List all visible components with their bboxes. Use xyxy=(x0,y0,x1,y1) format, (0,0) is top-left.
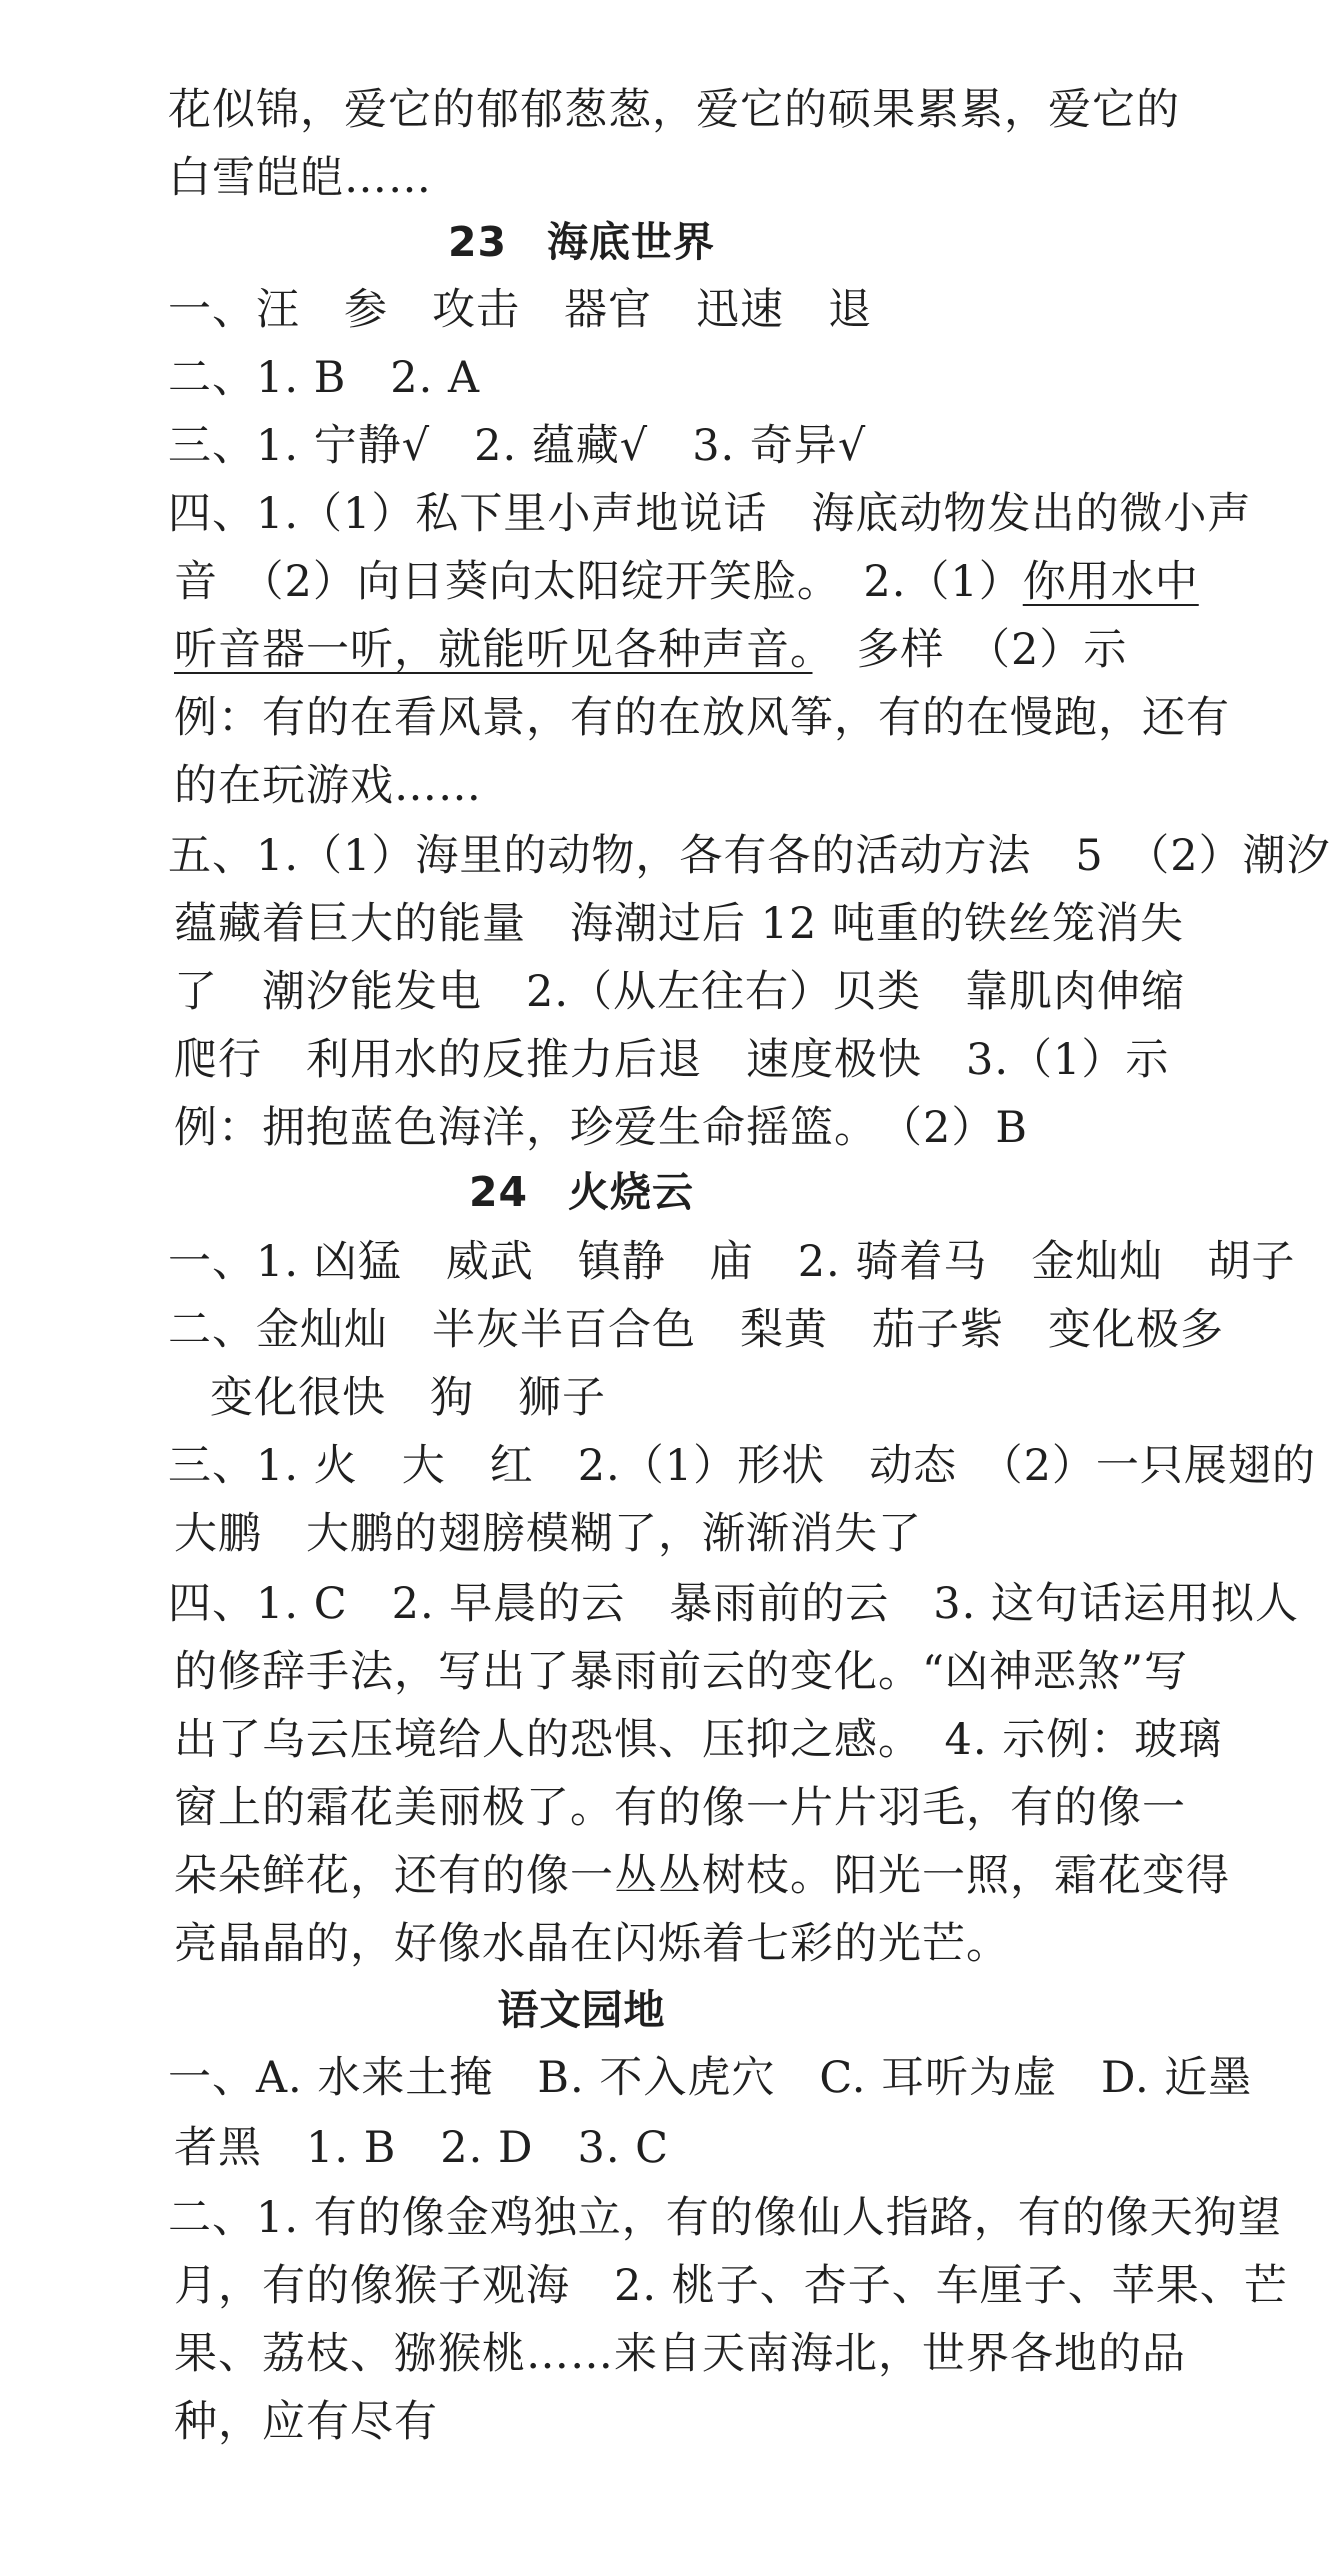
answer-line: 窗上的霜花美丽极了。有的像一片片羽毛，有的像一 xyxy=(174,1783,1186,1833)
answer-line: 一、汪 参 攻击 器官 迅速 退 xyxy=(168,285,872,335)
text-line: 白雪皑皑…… xyxy=(168,153,432,203)
answer-line xyxy=(174,620,1127,680)
underlined-answer: 你用水中 xyxy=(1022,557,1199,607)
section-title-text: 火烧云 xyxy=(568,1168,695,1216)
answer-line: 例：拥抱蓝色海洋，珍爱生命摇篮。 （2）B xyxy=(174,1103,1028,1153)
answer-line: 三、1. 火 大 红 2.（1）形状 动态 （2）一只展翅的 xyxy=(168,1441,1316,1491)
underlined-answer: 听音器一听，就能听见各种声音。 xyxy=(174,625,813,675)
answer-line: 朵朵鲜花，还有的像一丛丛树枝。阳光一照，霜花变得 xyxy=(174,1851,1230,1901)
answer-line: 例：有的在看风景，有的在放风筝，有的在慢跑，还有 xyxy=(174,693,1230,743)
line-text: 音 （2）向日葵向太阳绽开笑脸。 2.（1） xyxy=(174,557,1023,607)
answer-line: 了 潮汐能发电 2.（从左往右）贝类 靠肌肉伸缩 xyxy=(174,967,1186,1017)
section-number: 24 xyxy=(468,1168,529,1216)
answer-line: 亮晶晶的，好像水晶在闪烁着七彩的光芒。 xyxy=(174,1919,1010,1969)
answer-line: 的修辞手法，写出了暴雨前云的变化。“凶神恶煞”写 xyxy=(174,1647,1188,1697)
section-title-text: 海底世界 xyxy=(547,218,716,266)
answer-line: 二、1. B 2. A xyxy=(168,353,481,403)
answer-line: 四、1.（1）私下里小声地说话 海底动物发出的微小声 xyxy=(168,489,1252,539)
answer-line: 二、1. 有的像金鸡独立，有的像仙人指路，有的像天狗望 xyxy=(168,2193,1282,2243)
text-line: 花似锦，爱它的郁郁葱葱，爱它的硕果累累，爱它的 xyxy=(168,85,1180,135)
answer-line: 爬行 利用水的反推力后退 速度极快 3.（1）示 xyxy=(174,1035,1170,1085)
section-title-24 xyxy=(0,1162,1163,1222)
answer-line: 的在玩游戏…… xyxy=(174,761,482,811)
answer-line: 一、1. 凶猛 威武 镇静 庙 2. 骑着马 金灿灿 胡子 xyxy=(168,1237,1296,1287)
answer-line: 大鹏 大鹏的翅膀模糊了，渐渐消失了 xyxy=(174,1509,922,1559)
answer-line: 月，有的像猴子观海 2. 桃子、杏子、车厘子、苹果、芒 xyxy=(174,2261,1288,2311)
section-number: 23 xyxy=(447,218,508,266)
section-title-text: 语文园地 xyxy=(497,1986,666,2034)
answer-line: 三、1. 宁静√ 2. 蕴藏√ 3. 奇异√ xyxy=(168,421,867,471)
answer-line xyxy=(174,552,1199,612)
line-text: 多样 （2）示 xyxy=(812,625,1128,675)
answer-line: 五、1.（1）海里的动物，各有各的活动方法 5 （2）潮汐 xyxy=(168,831,1331,881)
answer-line: 者黑 1. B 2. D 3. C xyxy=(174,2123,670,2173)
answer-line: 一、A. 水来土掩 B. 不入虎穴 C. 耳听为虚 D. 近墨 xyxy=(168,2053,1253,2103)
section-title-garden xyxy=(0,1980,1163,2040)
section-title-23 xyxy=(0,212,1163,272)
answer-line: 种，应有尽有 xyxy=(174,2397,438,2447)
answer-line: 二、金灿灿 半灰半百合色 梨黄 茄子紫 变化极多 xyxy=(168,1305,1224,1355)
answer-line: 出了乌云压境给人的恐惧、压抑之感。 4. 示例：玻璃 xyxy=(174,1715,1223,1765)
answer-line: 蕴藏着巨大的能量 海潮过后 12 吨重的铁丝笼消失 xyxy=(174,899,1185,949)
answer-line: 四、1. C 2. 早晨的云 暴雨前的云 3. 这句话运用拟人 xyxy=(168,1579,1299,1629)
answer-line: 果、荔枝、猕猴桃……来自天南海北，世界各地的品 xyxy=(174,2329,1186,2379)
answer-line: 变化很快 狗 狮子 xyxy=(210,1373,606,1423)
